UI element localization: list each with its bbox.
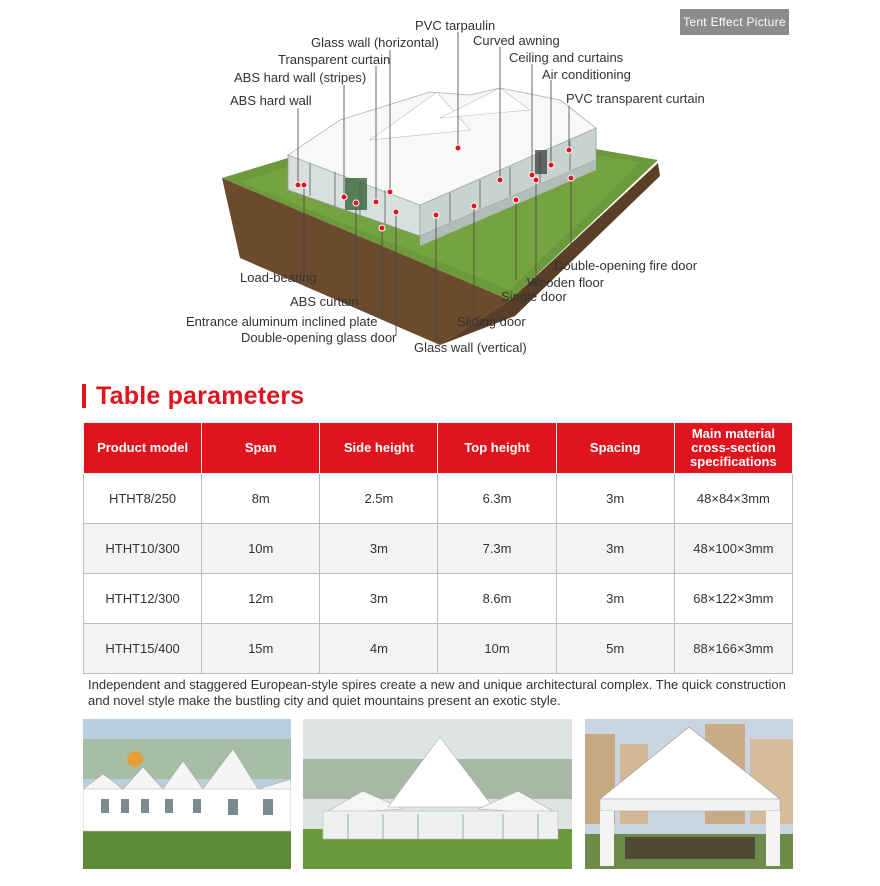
label-wooden-floor: Wooden floor — [527, 275, 605, 290]
cell-model: HTHT15/400 — [84, 624, 202, 674]
heading-accent-bar — [82, 384, 86, 408]
label-glass-wall-vertical: Glass wall (vertical) — [414, 340, 527, 355]
label-transparent-curtain: Transparent curtain — [278, 52, 391, 67]
tent-effect-picture-badge: Tent Effect Picture — [680, 9, 789, 35]
table-row — [84, 524, 793, 574]
label-double-opening-glass-door: Double-opening glass door — [241, 330, 397, 345]
cell-model: HTHT10/300 — [84, 524, 202, 574]
label-abs-hard-wall: ABS hard wall — [230, 93, 312, 108]
cell-span: 8m — [202, 474, 320, 524]
cell-spacing: 3m — [556, 524, 674, 574]
table-row — [84, 474, 793, 524]
label-abs-curtain: ABS curtain — [290, 294, 359, 309]
label-glass-wall-horizontal: Glass wall (horizontal) — [311, 35, 439, 50]
label-pvc-transparent-curtain: PVC transparent curtain — [566, 91, 705, 106]
label-entrance-aluminum-inclined-plate: Entrance aluminum inclined plate — [186, 314, 378, 329]
label-ceiling-and-curtains: Ceiling and curtains — [509, 50, 624, 65]
section-heading — [82, 380, 304, 412]
header-product-model: Product model — [84, 423, 202, 474]
cell-side-height: 4m — [320, 624, 438, 674]
header-side-height: Side height — [320, 423, 438, 474]
cell-material: 48×100×3mm — [674, 524, 792, 574]
cell-span: 10m — [202, 524, 320, 574]
cell-spacing: 3m — [556, 574, 674, 624]
cell-top-height: 6.3m — [438, 474, 556, 524]
cell-material: 88×166×3mm — [674, 624, 792, 674]
cell-material: 68×122×3mm — [674, 574, 792, 624]
table-row — [84, 624, 793, 674]
cell-model: HTHT8/250 — [84, 474, 202, 524]
cell-top-height: 7.3m — [438, 524, 556, 574]
label-curved-awning: Curved awning — [473, 33, 560, 48]
cell-material: 48×84×3mm — [674, 474, 792, 524]
cell-side-height: 3m — [320, 574, 438, 624]
cell-top-height: 8.6m — [438, 574, 556, 624]
label-air-conditioning: Air conditioning — [542, 67, 631, 82]
label-pvc-tarpaulin: PVC tarpaulin — [415, 18, 496, 33]
photo-pagoda-tent-group — [303, 719, 572, 869]
label-sliding-door: Sliding door — [457, 314, 526, 329]
cell-side-height: 2.5m — [320, 474, 438, 524]
cell-top-height: 10m — [438, 624, 556, 674]
table-row — [84, 574, 793, 624]
photo-single-pagoda-tent — [585, 719, 793, 869]
photo-tent-row — [83, 719, 291, 869]
header-spacing: Spacing — [556, 423, 674, 474]
header-top-height: Top height — [438, 423, 556, 474]
label-load-bearing: Load-bearing — [240, 270, 317, 285]
tent-structure-diagram — [0, 0, 880, 370]
table-header-row — [84, 423, 793, 474]
cell-span: 15m — [202, 624, 320, 674]
parameters-table — [83, 422, 793, 674]
header-main-material: Main material cross-section specifications — [674, 423, 792, 474]
header-span: Span — [202, 423, 320, 474]
cell-spacing: 5m — [556, 624, 674, 674]
label-double-opening-fire-door: Double-opening fire door — [554, 258, 698, 273]
cell-side-height: 3m — [320, 524, 438, 574]
description-paragraph: Independent and staggered European-style spires create a new and unique architectural complex. The quick construction and novel style make the bustling city and quiet mountains present an exotic style. — [88, 677, 786, 708]
label-abs-hard-wall-stripes: ABS hard wall (stripes) — [234, 70, 367, 85]
cell-model: HTHT12/300 — [84, 574, 202, 624]
section-title: Table parameters — [96, 381, 305, 410]
cell-spacing: 3m — [556, 474, 674, 524]
cell-span: 12m — [202, 574, 320, 624]
label-single-door: Single door — [501, 289, 567, 304]
